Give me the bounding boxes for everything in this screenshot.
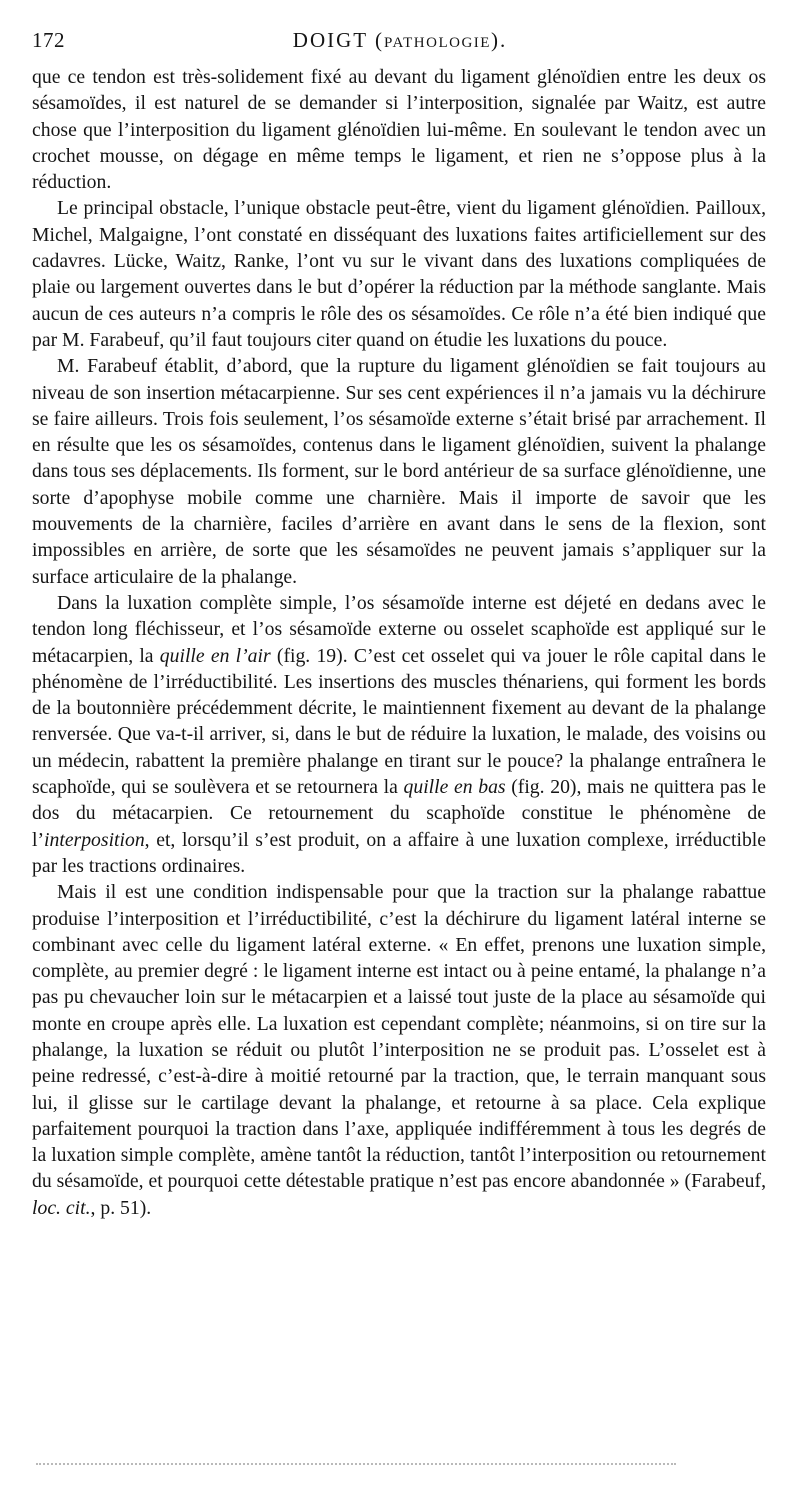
bottom-rule [36, 1463, 676, 1465]
paragraph-2: Le principal obstacle, l’unique obstacle peut-être, vient du ligament glénoïdien. Pailloux, Michel, Malgaigne, l’ont constaté en disséquant des luxations faites artificiellement sur des cadavres. Lücke, Waitz, Ranke, l’ont vu sur le vivant dans des luxations compliquées de plaie ou largement ouvertes dans le but d’opérer la réduction par la méthode sanglante. Mais aucun de ces auteurs n’a compris le rôle des os sésamoïdes. Ce rôle n’a été bien indiqué que par M. Farabeuf, qu’il faut toujours citer quand on étudie les luxations du pouce. [32, 197, 766, 351]
paragraph-4-italic-2: quille en bas [403, 776, 506, 799]
body-text [32, 64, 766, 1221]
running-title-main: DOIGT [292, 28, 368, 52]
paragraph-5-text-a: Mais il est une condition indispensable pour que la traction sur la phalange rabattue produise l’interposition et l’irréductibilité, c’est la déchirure du ligament latéral interne se combinant avec celle du ligament latéral externe. « En effet, prenons une luxation simple, complète, au premier degré : le ligament interne est intact ou à peine entamé, la phalange n’a pas pu chevaucher loin sur le métacarpien et a laissé tout juste de la place au sésamoïde qui monte en croupe après elle. La luxation est cependant complète; néanmoins, si on tire sur la phalange, la luxation se réduit ou plutôt l’interposition ne se produit pas. L’osselet est à peine redressé, c’est-à-dire à moitié retourné par la traction, que, le terrain manquant sous lui, il glisse sur le cartilage devant la phalange, et retourne à sa place. Cela explique parfaitement pourquoi la traction dans l’axe, appliquée indifféremment à tous les degrés de la luxation simple complète, amène tantôt la réduction, tantôt l’interposition ou retournement du sésamoïde, et pourquoi cette détestable pratique n’est pas encore abandonnée » (Farabeuf, [32, 881, 766, 1193]
paragraph-5 [32, 879, 766, 1221]
running-title-open: ( [367, 28, 384, 52]
running-title [32, 28, 768, 53]
paragraph-5-text-b: , p. 51). [90, 1196, 152, 1219]
paragraph-4-italic-3: interposition [44, 828, 145, 851]
paragraph-4-text-d: , et, lorsqu’il s’est produit, on a affaire à une luxation complexe, irréductible par les tractions ordinaires. [32, 828, 766, 877]
paragraph-4-text-a: Dans la luxation complète simple, l’os sésamoïde interne est déjeté en dedans avec le tendon long fléchisseur, et l’os sésamoïde externe ou osselet scaphoïde est appliqué sur le métacarpien, la [32, 591, 766, 667]
paragraph-4 [32, 590, 766, 879]
paragraph-1: que ce tendon est très-solidement fixé au devant du ligament glénoïdien entre les deux os sésamoïdes, il est naturel de se demander si l’interposition, signalée par Waitz, est autre chose que l’interposition du ligament glénoïdien lui-même. En soulevant le tendon avec un crochet mousse, on dégage en même temps le ligament, et rien ne s’oppose plus à la réduction. [32, 66, 766, 194]
paragraph-4-text-c: (fig. 20), mais ne quittera pas le dos du métacarpien. Ce retournement du scaphoïde constitue le phénomène de l’ [32, 776, 766, 851]
page-number: 172 [32, 28, 65, 52]
paragraph-3: M. Farabeuf établit, d’abord, que la rupture du ligament glénoïdien se fait toujours au niveau de son insertion métacarpienne. Sur ses cent expériences il n’a jamais vu la déchirure se faire ailleurs. Trois fois seulement, l’os sésamoïde externe s’était brisé par arrachement. Il en résulte que les os sésamoïdes, contenus dans le ligament glénoïdien, suivent la phalange dans tous ses déplacements. Ils forment, sur le bord antérieur de sa surface glénoïdienne, une sorte d’apophyse mobile comme une charnière. Mais il importe de savoir que les mouvements de la charnière, faciles d’arrière en avant dans le sens de la flexion, sont impossibles en arrière, de sorte que les sésamoïdes ne peuvent jamais s’appliquer sur la surface articulaire de la phalange. [32, 355, 766, 588]
paragraph-5-italic: loc. cit. [32, 1196, 91, 1219]
paragraph-4-text-b: (fig. 19). C’est cet osselet qui va jouer le rôle capital dans le phénomène de l’irréductibilité. Les insertions des muscles thénariens, qui forment les bords de la boutonnière précédemment décrite, le maintiennent fixement au devant de la phalange renversée. Que va-t-il arriver, si, dans le but de réduire la luxation, le malade, des voisins ou un médecin, rabattent la première phalange en tirant sur le pouce? la phalange entraînera le scaphoïde, qui se soulèvera et se retournera la [32, 644, 766, 799]
running-head [32, 28, 768, 58]
paragraph-4-italic-1: quille en l’air [159, 644, 271, 667]
running-title-section: PATHOLOGIE [384, 35, 491, 51]
running-title-close: ). [490, 28, 508, 52]
